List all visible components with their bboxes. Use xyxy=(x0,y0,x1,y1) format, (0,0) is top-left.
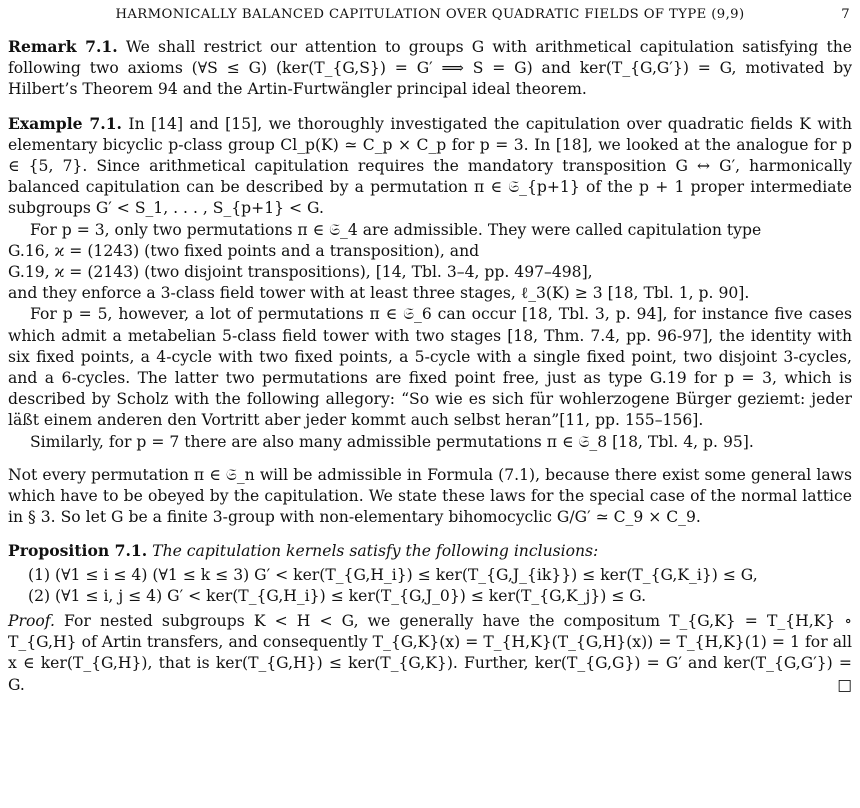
example-text-1: In [14] and [15], we thoroughly investigated the capitulation over quadratic fields K with elementary bicyclic p-class group Cl_p(K) ≃ C_p × C_p for p = 3. In [18], we looked at the analogue for p ∈ {5, 7}. Since arithmetical capitulation requires the mandatory transposition G ↔ G′, harmonically balanced capitulation can be described by a permutation π ∈ 𝔖_{p+1} of the p + 1 proper intermediate subgroups G′ < S_1, . . . , S_{p+1} < G. xyxy=(8,114,852,218)
example-paragraph-3: For p = 5, however, a lot of permutations π ∈ 𝔖_6 can occur [18, Tbl. 3, p. 94], for instance five cases which admit a metabelian 5-class field tower with two stages [18, Thm. 7.4, pp. 96-97], the identity with six fixed points, a 4-cycle with two fixed points, a 5-cycle with a single fixed point, two disjoint 3-cycles, and a 6-cycles. The latter two permutations are fixed point free, just as type G.19 for p = 3, which is described by Scholz with the following allegory: “So wie es sich für wohlerzogene Bürger geziemt: jeder läßt einem anderen den Vortritt aber jeder kommt auch selbst heran”[11, pp. 155–156]. xyxy=(8,305,852,430)
example-paragraph-2-line-4: and they enforce a 3-class field tower with at least three stages, ℓ_3(K) ≥ 3 [18, Tbl. 1, p. 90]. xyxy=(8,284,750,303)
proposition-7-1 xyxy=(8,540,852,607)
remark-text: We shall restrict our attention to groups G with arithmetical capitulation satisfying the following two axioms (∀S ≤ G) (ker(T_{G,S}) = G′ ⟹ S = G) and ker(T_{G,G′}) = G, motivated by Hilbert’s Theorem 94 and the Artin-Furtwängler principal ideal theorem. xyxy=(8,38,852,99)
inclusion-list xyxy=(28,565,852,607)
page-number: 7 xyxy=(841,7,850,22)
proof-label: Proof. xyxy=(8,612,55,631)
example-label: Example 7.1. xyxy=(8,113,122,133)
inclusion-item-2: (2) (∀1 ≤ i, j ≤ 4) G′ < ker(T_{G,H_i}) ≤ ker(T_{G,J_0}) ≤ ker(T_{G,K_j}) ≤ G. xyxy=(28,586,647,605)
example-paragraph-2-line-3: G.19, ϰ = (2143) (two disjoint transpositions), [14, Tbl. 3–4, pp. 497–498], xyxy=(8,263,593,282)
running-title: HARMONICALLY BALANCED CAPITULATION OVER QUADRATIC FIELDS OF TYPE (9,9) xyxy=(115,7,745,22)
remark-7-1 xyxy=(8,36,852,101)
example-paragraph-1 xyxy=(8,113,852,220)
example-paragraph-2-line-1: For p = 3, only two permutations π ∈ 𝔖_4 are admissible. They were called capitulation type xyxy=(30,220,762,239)
example-7-1 xyxy=(8,113,852,453)
laws-paragraph: Not every permutation π ∈ 𝔖_n will be admissible in Formula (7.1), because there exist some general laws which have to be obeyed by the capitulation. We state these laws for the special case of the normal lattice in § 3. So let G be a finite 3-group with non-elementary bihomocyclic G/G′ ≃ C_9 × C_9. xyxy=(8,465,852,527)
proof-paragraph xyxy=(8,611,852,696)
running-header xyxy=(8,4,852,26)
example-paragraph-4: Similarly, for p = 7 there are also many admissible permutations π ∈ 𝔖_8 [18, Tbl. 4, p. 95]. xyxy=(30,432,754,451)
proposition-statement xyxy=(8,540,852,562)
proposition-text: The capitulation kernels satisfy the following inclusions: xyxy=(152,542,599,561)
example-paragraph-2-line-2: G.16, ϰ = (1243) (two fixed points and a transposition), and xyxy=(8,241,480,260)
qed-symbol: □ xyxy=(837,675,852,694)
remark-label: Remark 7.1. xyxy=(8,37,118,56)
inclusion-item-1: (1) (∀1 ≤ i ≤ 4) (∀1 ≤ k ≤ 3) G′ < ker(T_{G,H_i}) ≤ ker(T_{G,J_{ik}}) ≤ ker(T_{G,K_i}) ≤ G, xyxy=(28,565,758,584)
proof-text: For nested subgroups K < H < G, we generally have the compositum T_{G,K} = T_{H,K} ∘ T_{G,H} of Artin transfers, and consequently T_{G,K}(x) = T_{H,K}(T_{G,H}(x)) = T_{H,K}(1) = 1 for all x ∈ ker(T_{G,H}), that is ker(T_{G,H}) ≤ ker(T_{G,K}). Further, ker(T_{G,G}) = G′ and ker(T_{G,G′}) = G. xyxy=(8,612,852,694)
proposition-label: Proposition 7.1. xyxy=(8,541,148,561)
